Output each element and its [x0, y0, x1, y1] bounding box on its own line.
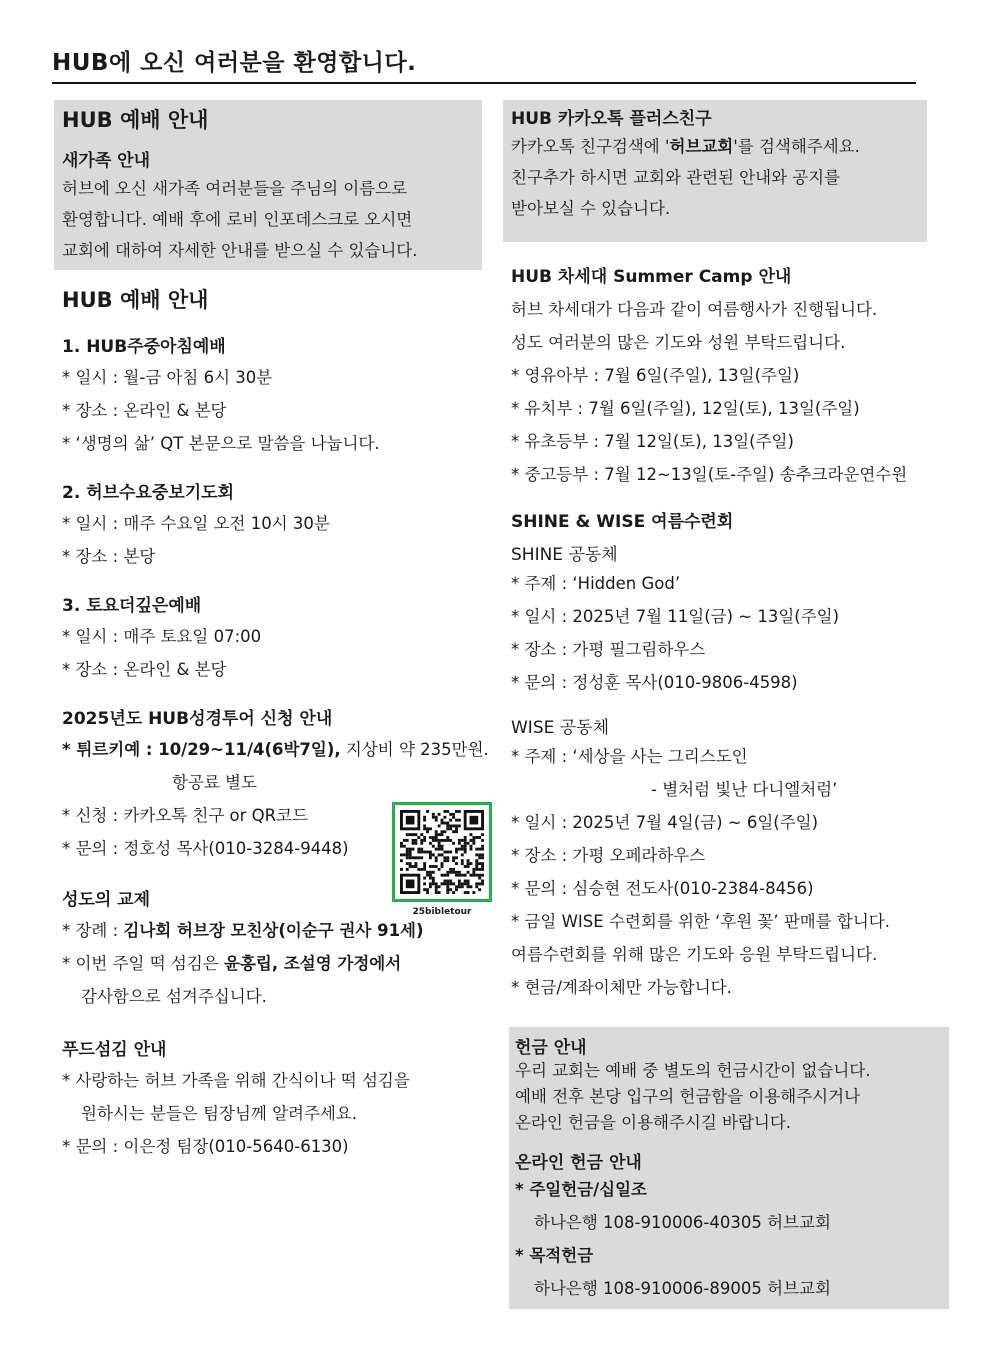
new-family-box	[54, 100, 482, 270]
camp-title: HUB 차세대 Summer Camp 안내	[511, 267, 792, 287]
list-item: * 문의 : 심승현 전도사(010-2384-8456)	[511, 879, 814, 898]
page-title: HUB에 오신 여러분을 환영합니다.	[52, 50, 417, 76]
list-item: 원하시는 분들은 팀장님께 알려주세요.	[81, 1104, 358, 1123]
list-item	[62, 733, 492, 766]
text-line: 허브 차세대가 다음과 같이 여름행사가 진행됩니다.	[511, 300, 878, 319]
qr-code-pattern	[400, 810, 484, 894]
text-line: 예배 전후 본당 입구의 헌금함을 이용해주시거나	[515, 1087, 861, 1106]
qr-code[interactable]	[392, 802, 492, 902]
account-1-title: * 주일헌금/십일조	[515, 1180, 647, 1199]
list-item: * 일시 : 2025년 7월 11일(금) ~ 13일(주일)	[511, 607, 840, 626]
text-line: 온라인 헌금을 이용해주시길 바랍니다.	[515, 1113, 792, 1132]
list-item: 감사함으로 섬겨주십니다.	[81, 987, 267, 1006]
worship-1-title: 1. HUB주중아침예배	[62, 337, 226, 357]
online-offering-title: 온라인 헌금 안내	[515, 1153, 642, 1173]
list-item: * ‘생명의 삶’ QT 본문으로 말씀을 나눕니다.	[62, 434, 380, 453]
text-line: 친구추가 하시면 교회와 관련된 안내와 공지를	[511, 168, 841, 187]
list-item: * 장소 : 본당	[62, 547, 156, 566]
kakao-title: HUB 카카오톡 플러스친구	[511, 109, 712, 129]
text-line: 교회에 대하여 자세한 안내를 받으실 수 있습니다.	[62, 241, 418, 260]
worship-heading: HUB 예배 안내	[62, 288, 209, 312]
offering-title: 헌금 안내	[515, 1038, 587, 1058]
list-item: * 유초등부 : 7월 12일(토), 13일(주일)	[511, 432, 794, 451]
wise-title: WISE 공동체	[511, 718, 610, 738]
list-item: * 장소 : 온라인 & 본당	[62, 660, 227, 679]
food-title: 푸드섬김 안내	[62, 1040, 167, 1060]
list-item	[62, 947, 492, 980]
text-line: 환영합니다. 예배 후에 로비 인포데스크로 오시면	[62, 210, 413, 229]
tour-destination: * 튀르키예 : 10/29~11/4(6박7일),	[62, 740, 341, 759]
title-divider	[52, 82, 916, 84]
list-item: * 영유아부 : 7월 6일(주일), 13일(주일)	[511, 366, 800, 385]
welcome-heading: HUB 예배 안내	[62, 108, 209, 132]
list-item: * 일시 : 월-금 아침 6시 30분	[62, 368, 273, 387]
account-1-number: 하나은행 108-910006-40305 허브교회	[534, 1213, 831, 1232]
list-item: * 일시 : 매주 수요일 오전 10시 30분	[62, 514, 330, 533]
list-item: * 주제 : ‘Hidden God’	[511, 574, 681, 593]
retreat-title: SHINE & WISE 여름수련회	[511, 512, 734, 532]
qr-caption: 25bibletour	[412, 907, 472, 917]
text-span: * 장례 :	[62, 921, 124, 940]
text-line: 허브에 오신 새가족 여러분들을 주님의 이름으로	[62, 179, 408, 198]
worship-2-title: 2. 허브수요중보기도회	[62, 483, 235, 503]
list-item: * 유치부 : 7월 6일(주일), 12일(토), 13일(주일)	[511, 399, 860, 418]
list-item: * 금일 WISE 수련회를 위한 ‘후원 꽃’ 판매를 합니다.	[511, 912, 890, 931]
right-column	[511, 262, 951, 1004]
list-item: * 중고등부 : 7월 12~13일(토-주일) 송추크라운연수원	[511, 465, 908, 484]
list-item	[62, 914, 492, 947]
worship-3-title: 3. 토요더깊은예배	[62, 596, 202, 616]
list-item: * 현금/계좌이체만 가능합니다.	[511, 978, 732, 997]
list-item: * 사랑하는 허브 가족을 위해 간식이나 떡 섬김을	[62, 1071, 410, 1090]
new-family-heading: 새가족 안내	[62, 151, 151, 171]
list-item: * 문의 : 정호성 목사(010-3284-9448)	[62, 839, 349, 858]
list-item: * 장소 : 가평 필그림하우스	[511, 640, 706, 659]
search-keyword: 허브교회	[669, 137, 734, 156]
list-item: * 일시 : 2025년 7월 4일(금) ~ 6일(주일)	[511, 813, 819, 832]
text-line: 받아보실 수 있습니다.	[511, 199, 671, 218]
text-line	[511, 131, 919, 162]
text-line: 여름수련회를 위해 많은 기도와 응원 부탁드립니다.	[511, 945, 878, 964]
account-2-number: 하나은행 108-910006-89005 허브교회	[534, 1279, 831, 1298]
text-span: * 이번 주일 떡 섬김은	[62, 954, 224, 973]
tour-cost: 지상비 약 235만원.	[340, 740, 489, 759]
fellowship-title: 성도의 교제	[62, 890, 151, 910]
shine-title: SHINE 공동체	[511, 545, 618, 565]
left-column	[62, 284, 492, 1163]
text-line: 성도 여러분의 많은 기도와 성원 부탁드립니다.	[511, 333, 846, 352]
account-2-title: * 목적헌금	[515, 1246, 594, 1265]
offering-box	[509, 1027, 949, 1309]
kakao-box	[503, 100, 927, 242]
list-item: * 문의 : 이은정 팀장(010-5640-6130)	[62, 1137, 349, 1156]
list-item: * 장소 : 가평 오페라하우스	[511, 846, 706, 865]
rice-cake-family: 윤홍립, 조설영 가정에서	[224, 954, 402, 973]
list-item: * 장소 : 온라인 & 본당	[62, 401, 227, 420]
text-span: '를 검색해주세요.	[733, 137, 860, 156]
text-span: 카카오톡 친구검색에 '	[511, 137, 670, 156]
list-item: - 별처럼 빛난 다니엘처럼’	[651, 780, 838, 799]
list-item: * 주제 : ‘세상을 사는 그리스도인	[511, 747, 748, 766]
list-item: * 일시 : 매주 토요일 07:00	[62, 627, 262, 646]
new-family-text	[62, 173, 474, 266]
bible-tour-title: 2025년도 HUB성경투어 신청 안내	[62, 709, 333, 729]
funeral-notice: 김나회 허브장 모친상(이순구 권사 91세)	[123, 921, 424, 940]
list-item: 항공료 별도	[172, 773, 257, 792]
text-line: 우리 교회는 예배 중 별도의 헌금시간이 없습니다.	[515, 1061, 871, 1080]
list-item: * 신청 : 카카오톡 친구 or QR코드	[62, 806, 308, 825]
list-item: * 문의 : 정성훈 목사(010-9806-4598)	[511, 673, 798, 692]
